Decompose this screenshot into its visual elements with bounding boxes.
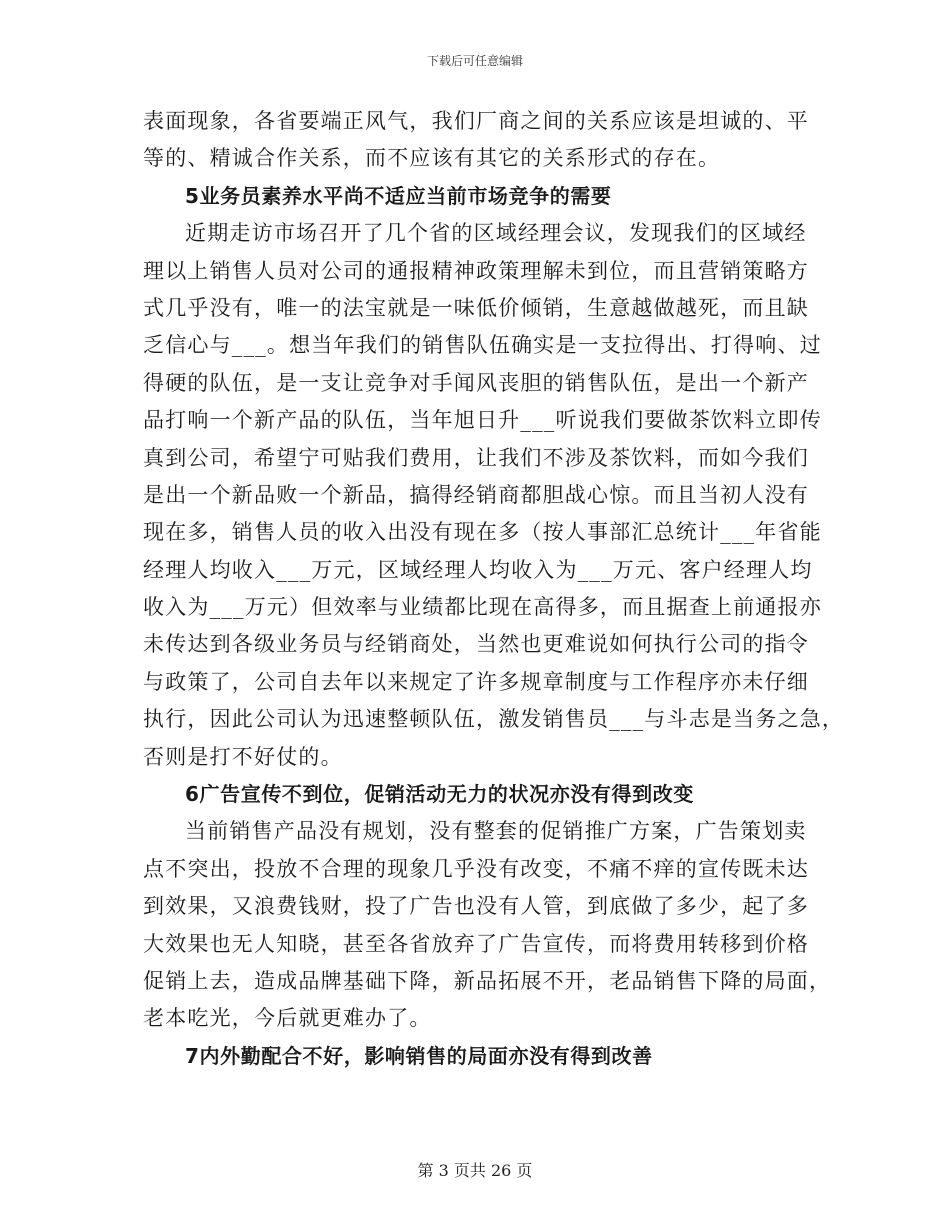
- paragraph-line: 得硬的队伍，是一支让竞争对手闻风丧胆的销售队伍，是出一个新产: [143, 370, 809, 395]
- paragraph-line: 真到公司，希望宁可贴我们费用，让我们不涉及茶饮料，而如今我们: [143, 445, 809, 470]
- paragraph-line: 大效果也无人知晓，甚至各省放弃了广告宣传，而将费用转移到价格: [143, 931, 809, 956]
- paragraph-line: 经理人均收入___万元，区域经理人均收入为___万元、客户经理人均: [143, 557, 813, 582]
- section-heading: 7内外勤配合不好，影响销售的局面亦没有得到改善: [185, 1043, 653, 1068]
- paragraph-line: 未传达到各级业务员与经销商处，当然也更难说如何执行公司的指令: [143, 632, 809, 657]
- paragraph-line: 老本吃光，今后就更难办了。: [143, 1006, 432, 1031]
- paragraph-line: 表面现象，各省要端正风气，我们厂商之间的关系应该是坦诚的、平: [143, 109, 809, 133]
- paragraph-line: 促销上去，造成品牌基础下降，新品拓展不开，老品销售下降的局面，: [143, 968, 832, 993]
- paragraph-line: 现在多，销售人员的收入出没有现在多（按人事部汇总统计___年省能: [143, 520, 822, 545]
- paragraph-line: 式几乎没有，唯一的法宝就是一味低价倾销，生意越做越死，而且缺: [143, 295, 809, 320]
- paragraph-line: 点不突出，投放不合理的现象几乎没有改变，不痛不痒的宣传既未达: [143, 856, 809, 881]
- paragraph-line: 与政策了，公司自去年以来规定了许多规章制度与工作程序亦未仔细: [143, 669, 809, 694]
- paragraph-line: 等的、精诚合作关系，而不应该有其它的关系形式的存在。: [143, 146, 721, 171]
- paragraph-line: 是出一个新品败一个新品，搞得经销商都胆战心惊。而且当初人没有: [143, 482, 809, 507]
- section-heading: 5业务员素养水平尚不适应当前市场竞争的需要: [185, 183, 612, 208]
- section-heading: 6广告宣传不到位，促销活动无力的状况亦没有得到改变: [185, 782, 694, 807]
- paragraph-line: 近期走访市场召开了几个省的区域经理会议，发现我们的区域经: [185, 221, 807, 246]
- page-number: 第 3 页共 26 页: [417, 1161, 533, 1180]
- page-header: 下载后可任意编辑: [426, 54, 523, 68]
- paragraph-line: 到效果，又浪费钱财，投了广告也没有人管，到底做了多少，起了多: [143, 894, 809, 919]
- document-body: [143, 103, 845, 1075]
- paragraph-line: 理以上销售人员对公司的通报精神政策理解未到位，而且营销策略方: [143, 258, 809, 283]
- paragraph-line: 品打响一个新产品的队伍，当年旭日升___听说我们要做茶饮料立即传: [143, 408, 822, 433]
- paragraph-line: 收入为___万元）但效率与业绩都比现在高得多，而且据查上前通报亦: [143, 595, 822, 620]
- paragraph-line: 乏信心与___。想当年我们的销售队伍确实是一支拉得出、打得响、过: [143, 333, 822, 358]
- paragraph-line: 当前销售产品没有规划，没有整套的促销推广方案，广告策划卖: [185, 819, 807, 844]
- paragraph-line: 执行，因此公司认为迅速整顿队伍，激发销售员___与斗志是当务之急，: [143, 707, 845, 732]
- paragraph-line: 否则是打不好仗的。: [143, 744, 343, 769]
